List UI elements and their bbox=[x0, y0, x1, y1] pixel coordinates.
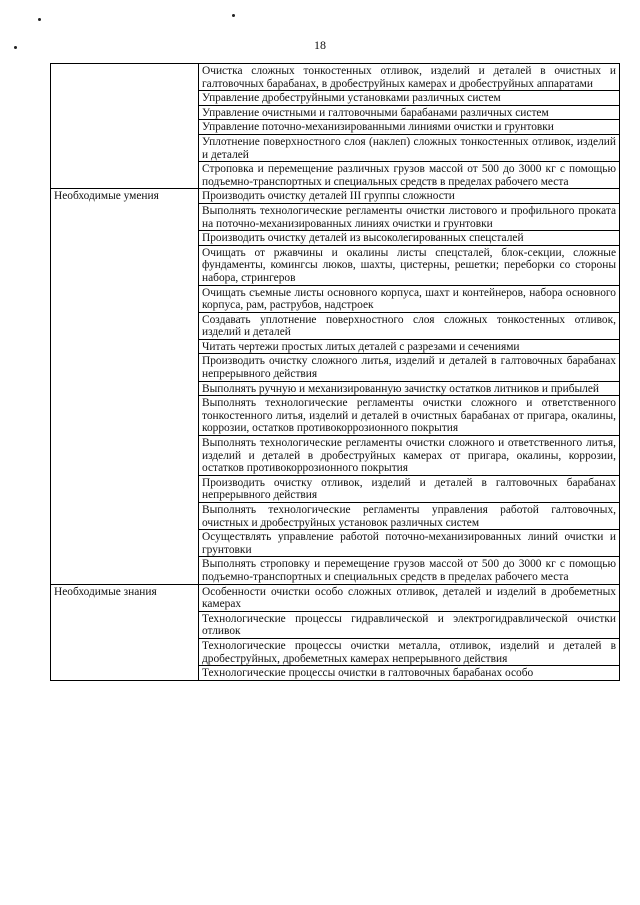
section-label-knowledge: Необходимые знания bbox=[51, 584, 199, 680]
table-cell: Выполнять технологические регламенты очистки сложного и ответственного тонкостенного литья, изделий и деталей в очистных барабанах от пригара, окалины, коррозии, остатков противокоррозионного покрытия bbox=[199, 396, 620, 436]
table-cell: Уплотнение поверхностного слоя (наклеп) сложных тонкостенных отливок, изделий и деталей bbox=[199, 134, 620, 161]
scan-speck bbox=[232, 14, 235, 17]
table-cell: Технологические процессы очистки в галтовочных барабанах особо bbox=[199, 666, 620, 681]
table-cell: Выполнять строповку и перемещение грузов массой от 500 до 3000 кг с помощью подъемно-транспортных и специальных средств в пределах рабочего места bbox=[199, 557, 620, 584]
table-cell: Выполнять технологические регламенты очистки сложного и ответственного литья, изделий и деталей в дробеструйных камерах от пригара, окалины, коррозии, остатков противокоррозионного покрытия bbox=[199, 436, 620, 476]
table-cell: Выполнять ручную и механизированную зачистку остатков литников и прибылей bbox=[199, 381, 620, 396]
table-cell: Производить очистку деталей из высоколегированных спецсталей bbox=[199, 231, 620, 246]
scan-speck bbox=[38, 18, 41, 21]
table-cell: Производить очистку отливок, изделий и деталей в галтовочных барабанах непрерывного действия bbox=[199, 475, 620, 502]
table-cell: Выполнять технологические регламенты управления работой галтовочных, очистных и дробеструйных установок различных систем bbox=[199, 503, 620, 530]
table-cell: Технологические процессы гидравлической и электрогидравлической очистки отливок bbox=[199, 611, 620, 638]
section-label-empty bbox=[51, 64, 199, 189]
table-cell: Особенности очистки особо сложных отливок, деталей и изделий в дробеметных камерах bbox=[199, 584, 620, 611]
section-label-skills: Необходимые умения bbox=[51, 189, 199, 584]
table-cell: Строповка и перемещение различных грузов массой от 500 до 3000 кг с помощью подъемно-транспортных и специальных средств в пределах рабочего места bbox=[199, 162, 620, 189]
requirements-table bbox=[50, 63, 620, 681]
table-cell: Создавать уплотнение поверхностного слоя сложных тонкостенных отливок, изделий и деталей bbox=[199, 312, 620, 339]
table-cell: Очищать съемные листы основного корпуса, шахт и контейнеров, набора основного корпуса, рам, раструбов, надстроек bbox=[199, 285, 620, 312]
table-cell: Технологические процессы очистки металла, отливок, изделий и деталей в дробеструйных, дробеметных камерах непрерывного действия bbox=[199, 638, 620, 665]
table-cell: Управление поточно-механизированными линиями очистки и грунтовки bbox=[199, 120, 620, 135]
table-cell: Производить очистку сложного литья, изделий и деталей в галтовочных барабанах непрерывного действия bbox=[199, 354, 620, 381]
table-row bbox=[51, 64, 620, 91]
table-cell: Очистка сложных тонкостенных отливок, изделий и деталей в очистных и галтовочных барабанах, в дробеструйных камерах и дробеструйных аппаратами bbox=[199, 64, 620, 91]
table-cell: Управление дробеструйными установками различных систем bbox=[199, 91, 620, 106]
table-cell: Осуществлять управление работой поточно-механизированных линий очистки и грунтовки bbox=[199, 530, 620, 557]
table-row bbox=[51, 584, 620, 611]
table-cell: Выполнять технологические регламенты очистки листового и профильного проката на поточно-механизированных линиях очистки и грунтовки bbox=[199, 203, 620, 230]
table-cell: Управление очистными и галтовочными барабанами различных систем bbox=[199, 105, 620, 120]
table-cell: Очищать от ржавчины и окалины листы спецсталей, блок-секции, сложные фундаменты, комингсы люков, шахты, цистерны, решетки; переборки со стороны набора, стрингеров bbox=[199, 245, 620, 285]
table-cell: Производить очистку деталей III группы сложности bbox=[199, 189, 620, 204]
table-row bbox=[51, 189, 620, 204]
table-cell: Читать чертежи простых литых деталей с разрезами и сечениями bbox=[199, 339, 620, 354]
page-number: 18 bbox=[314, 38, 326, 52]
